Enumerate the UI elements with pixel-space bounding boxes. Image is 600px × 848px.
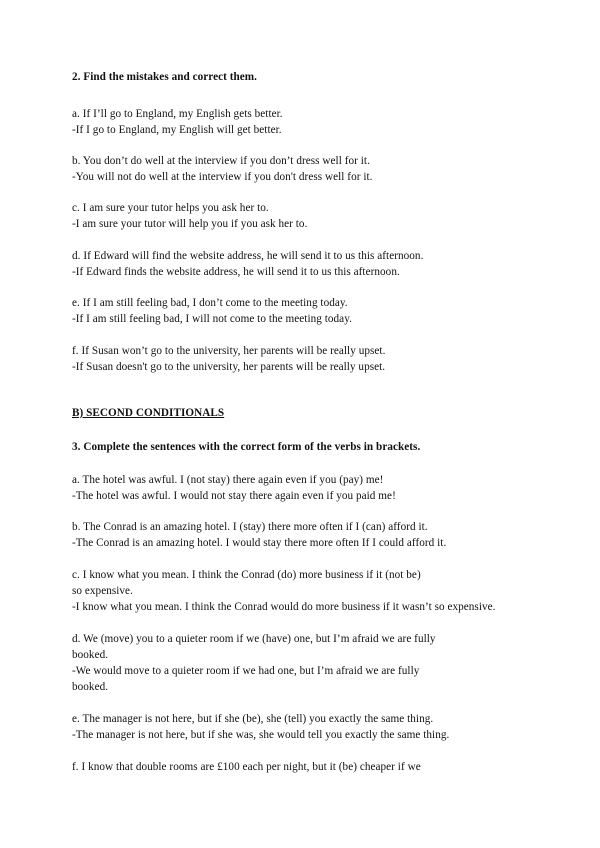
question-3d-line1: d. We (move) you to a quieter room if we (have) one, but I’m afraid we are fully xyxy=(72,633,436,645)
answer-2b: -You will not do well at the interview if you don't dress well for it. xyxy=(72,171,373,183)
question-3b: b. The Conrad is an amazing hotel. I (stay) there more often if I (can) afford it. xyxy=(72,521,428,533)
answer-2c: -I am sure your tutor will help you if you ask her to. xyxy=(72,218,308,230)
answer-2d: -If Edward finds the website address, he will send it to us this afternoon. xyxy=(72,266,400,278)
question-3a: a. The hotel was awful. I (not stay) there again even if you (pay) me! xyxy=(72,474,384,486)
question-2c: c. I am sure your tutor helps you ask her to. xyxy=(72,202,269,214)
question-2e: e. If I am still feeling bad, I don’t come to the meeting today. xyxy=(72,297,348,309)
answer-3a: -The hotel was awful. I would not stay there again even if you paid me! xyxy=(72,490,396,502)
answer-2e: -If I am still feeling bad, I will not come to the meeting today. xyxy=(72,313,352,325)
answer-3e: -The manager is not here, but if she was, she would tell you exactly the same thing. xyxy=(72,729,450,741)
question-2d: d. If Edward will find the website address, he will send it to us this afternoon. xyxy=(72,250,424,262)
question-3e: e. The manager is not here, but if she (be), she (tell) you exactly the same thing. xyxy=(72,713,434,725)
question-2a: a. If I’ll go to England, my English gets better. xyxy=(72,108,283,120)
section-b-title: B) SECOND CONDITIONALS xyxy=(72,407,225,419)
question-3f: f. I know that double rooms are £100 each per night, but it (be) cheaper if we xyxy=(72,761,421,773)
answer-3d-line2: booked. xyxy=(72,681,109,693)
question-2b: b. You don’t do well at the interview if you don’t dress well for it. xyxy=(72,155,370,167)
section-2-heading: 2. Find the mistakes and correct them. xyxy=(72,71,258,83)
answer-3c: -I know what you mean. I think the Conrad would do more business if it wasn’t so expensive. xyxy=(72,601,496,613)
answer-3d-line1: -We would move to a quieter room if we had one, but I’m afraid we are fully xyxy=(72,665,420,677)
question-2f: f. If Susan won’t go to the university, her parents will be really upset. xyxy=(72,345,386,357)
answer-3b: -The Conrad is an amazing hotel. I would stay there more often If I could afford it. xyxy=(72,537,447,549)
question-3d-line2: booked. xyxy=(72,649,109,661)
question-3c-line1: c. I know what you mean. I think the Conrad (do) more business if it (not be) xyxy=(72,569,421,581)
answer-2f: -If Susan doesn't go to the university, her parents will be really upset. xyxy=(72,361,386,373)
answer-2a: -If I go to England, my English will get better. xyxy=(72,124,282,136)
section-3-heading: 3. Complete the sentences with the correct form of the verbs in brackets. xyxy=(72,441,421,453)
question-3c-line2: so expensive. xyxy=(72,585,133,597)
